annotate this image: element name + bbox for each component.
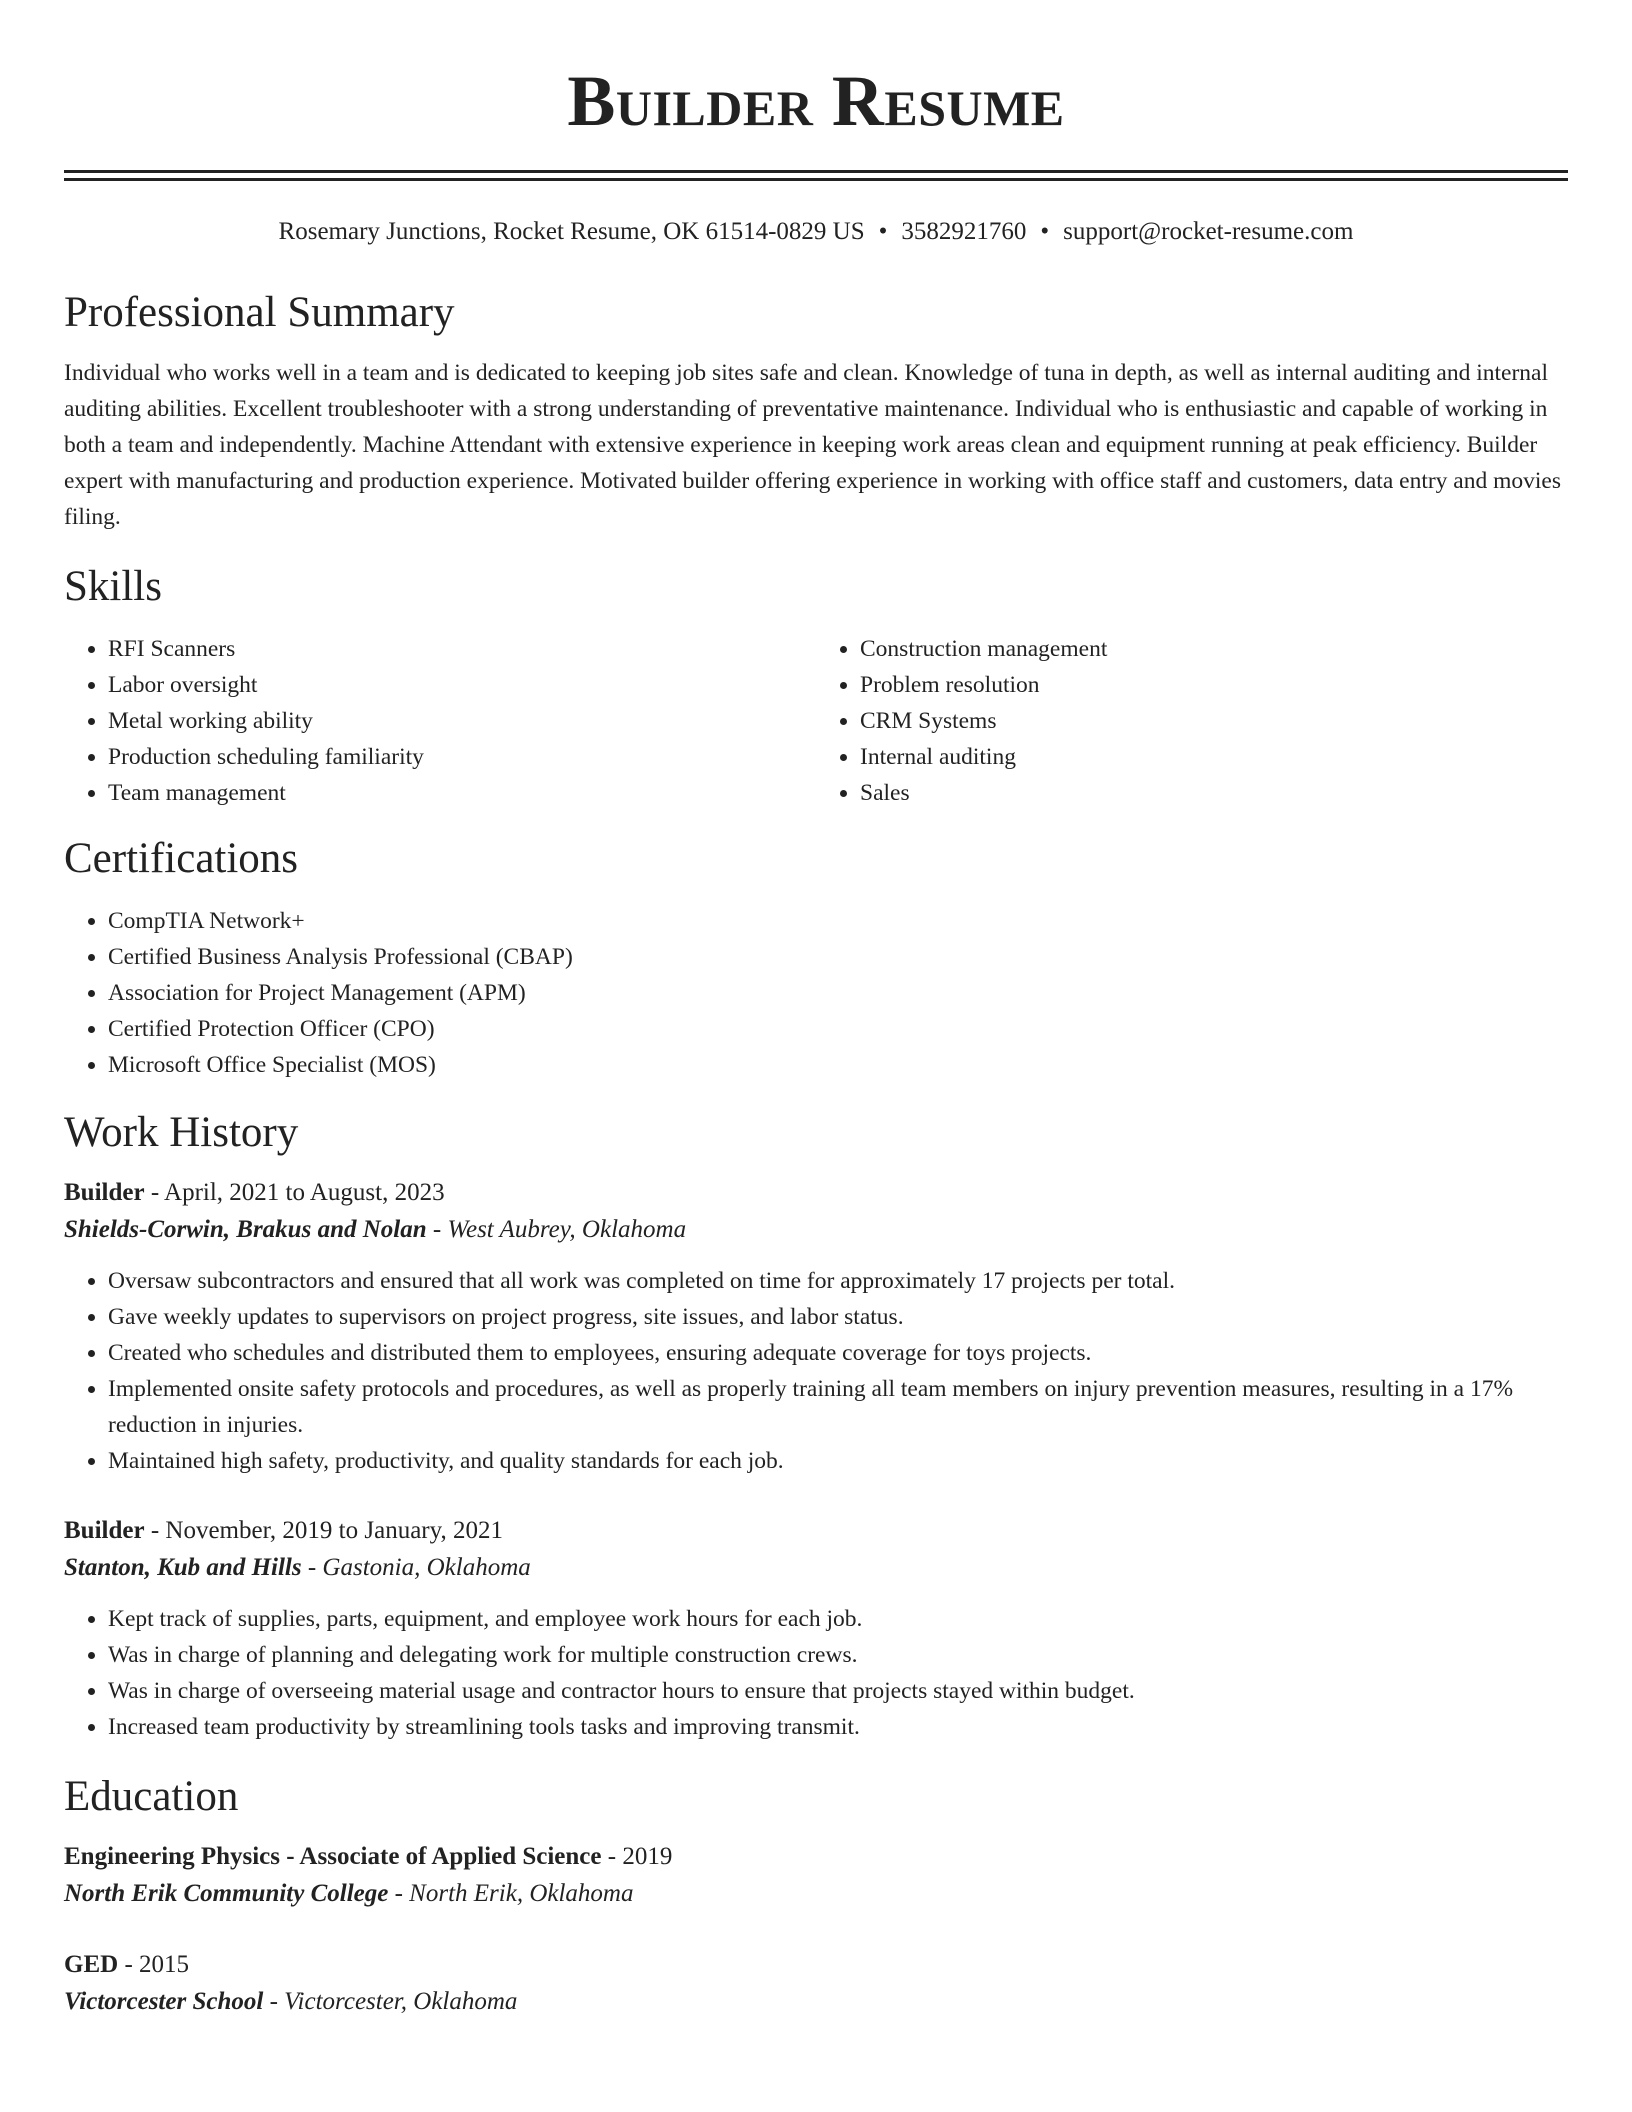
contact-address: Rosemary Junctions, Rocket Resume, OK 61514-0829 US [278,218,865,245]
certification-item: • Certified Protection Officer (CPO) [108,1011,1568,1047]
resume-title: Builder Resume [567,61,1065,141]
education-degree-line [64,1839,1568,1875]
summary-text: Individual who works well in a team and is dedicated to keeping job sites safe and clean. Knowledge of tuna in depth, as well as internal auditing and internal auditing abilities. Excellent troubleshooter with a strong understanding of preventative maintenance. Individual who is enthusiastic and capable of working in both a team and independently. Machine Attendant with extensive experience in keeping work areas clean and equipment running at peak efficiency. Builder expert with manufacturing and production experience. Motivated builder offering experience in working with office staff and customers, data entry and movies filing. [64,360,1561,530]
education-entry [64,1839,1568,1913]
skill-item: • Internal auditing [860,739,1568,775]
education-school: Victorcester School [64,1988,264,2015]
job-duty: • Was in charge of overseeing material usage and contractor hours to ensure that projects stayed within budget. [108,1673,1568,1709]
job-location: - West Aubrey, Oklahoma [426,1216,687,1243]
summary-section [64,287,1568,535]
skill-item: • Sales [860,775,1568,811]
job-title-line [64,1513,1568,1549]
job-title-line [64,1175,1568,1211]
contact-phone: 3582921760 [901,218,1027,245]
skills-list-right [816,631,1568,811]
education-location: - North Erik, Oklahoma [388,1880,634,1907]
job-entry [64,1513,1568,1745]
section-heading-work-history: Work History [64,1109,299,1156]
certifications-list [64,903,1568,1083]
contact-separator: • [878,218,888,245]
skill-item: • CRM Systems [860,703,1568,739]
education-school-line [64,1983,1568,2021]
education-degree: Engineering Physics - Associate of Applied Science [64,1843,602,1870]
contact-separator: • [1040,218,1050,245]
work-history-section [64,1107,1568,1745]
education-entry [64,1947,1568,2021]
contact-email: support@rocket-resume.com [1063,218,1354,245]
section-heading-skills: Skills [64,563,162,610]
skill-item: • Team management [108,775,816,811]
certification-item: • Microsoft Office Specialist (MOS) [108,1047,1568,1083]
certification-item: • Certified Business Analysis Professional (CBAP) [108,939,1568,975]
job-dates: - November, 2019 to January, 2021 [144,1517,503,1544]
education-degree: GED [64,1951,119,1978]
skill-item: • Metal working ability [108,703,816,739]
section-heading-education: Education [64,1773,239,1820]
skills-columns [64,631,1568,811]
job-title: Builder [64,1517,145,1544]
job-duty: • Oversaw subcontractors and ensured that all work was completed on time for approximately 17 projects per total. [108,1263,1568,1299]
education-location: - Victorcester, Oklahoma [263,1988,518,2015]
job-duty: • Created who schedules and distributed them to employees, ensuring adequate coverage for toys projects. [108,1335,1568,1371]
job-employer-line [64,1211,1568,1249]
education-school: North Erik Community College [64,1880,389,1907]
job-company: Stanton, Kub and Hills [64,1554,302,1581]
job-location: - Gastonia, Oklahoma [301,1554,531,1581]
job-duty: • Kept track of supplies, parts, equipment, and employee work hours for each job. [108,1601,1568,1637]
certification-item: • CompTIA Network+ [108,903,1568,939]
job-employer-line [64,1549,1568,1587]
job-dates: - April, 2021 to August, 2023 [144,1179,445,1206]
skills-section [64,561,1568,811]
title-divider [64,170,1568,181]
job-duties-list [64,1263,1568,1479]
section-heading-summary: Professional Summary [64,289,455,336]
skill-item: • Construction management [860,631,1568,667]
job-title: Builder [64,1179,145,1206]
certifications-section [64,833,1568,1083]
job-duties-list [64,1601,1568,1745]
job-company: Shields-Corwin, Brakus and Nolan [64,1216,427,1243]
certification-item: • Association for Project Management (APM) [108,975,1568,1011]
job-duty: • Gave weekly updates to supervisors on project progress, site issues, and labor status. [108,1299,1568,1335]
job-duty: • Was in charge of planning and delegating work for multiple construction crews. [108,1637,1568,1673]
job-duty: • Maintained high safety, productivity, and quality standards for each job. [108,1443,1568,1479]
education-year: - 2019 [601,1843,673,1870]
skill-item: • Production scheduling familiarity [108,739,816,775]
education-year: - 2015 [118,1951,190,1978]
education-degree-line [64,1947,1568,1983]
job-duty: • Implemented onsite safety protocols and procedures, as well as properly training all team members on injury prevention measures, resulting in a 17% reduction in injuries. [108,1371,1568,1443]
skill-item: • RFI Scanners [108,631,816,667]
section-heading-certifications: Certifications [64,835,299,882]
education-section [64,1771,1568,2021]
education-school-line [64,1875,1568,1913]
skill-item: • Problem resolution [860,667,1568,703]
contact-line [64,215,1568,249]
job-entry [64,1175,1568,1479]
skills-list-left [64,631,816,811]
skill-item: • Labor oversight [108,667,816,703]
job-duty: • Increased team productivity by streamlining tools tasks and improving transmit. [108,1709,1568,1745]
